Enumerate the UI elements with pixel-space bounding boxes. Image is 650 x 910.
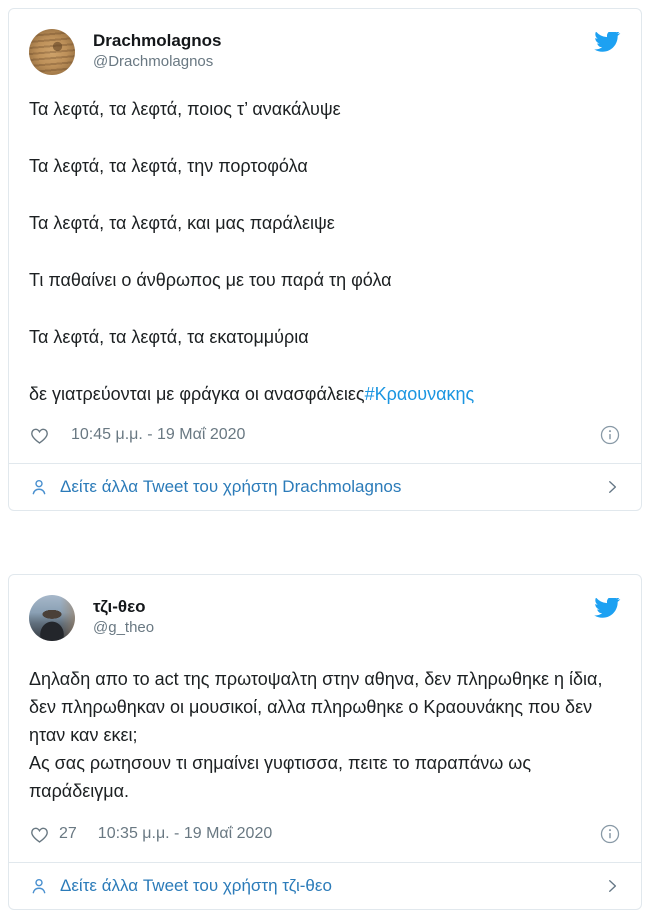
like-button[interactable] xyxy=(29,425,50,445)
heart-outline-icon xyxy=(29,425,50,445)
twitter-bird-svg xyxy=(593,598,621,621)
display-name[interactable]: Drachmolagnos xyxy=(93,31,222,50)
tweet-card-footer xyxy=(9,463,641,510)
tweet-card-body xyxy=(9,9,641,463)
hashtag-link[interactable]: #Κραουνακης xyxy=(364,384,475,404)
author-block xyxy=(93,29,221,72)
twitter-embed-list xyxy=(0,8,650,910)
tweet-text xyxy=(29,97,621,406)
like-count: 27 xyxy=(59,825,77,842)
twitter-bird-icon[interactable] xyxy=(593,32,621,60)
chevron-right-svg xyxy=(603,478,621,496)
chevron-right-icon[interactable] xyxy=(603,478,621,496)
person-outline-icon xyxy=(29,477,49,497)
avatar[interactable] xyxy=(29,29,75,75)
info-circle-icon xyxy=(599,823,621,845)
tweet-card-body xyxy=(9,575,641,862)
person-outline-icon xyxy=(29,876,49,896)
see-more-tweets-link[interactable] xyxy=(29,477,401,497)
see-more-tweets-link[interactable] xyxy=(29,876,332,896)
tweet-header xyxy=(29,575,621,641)
twitter-bird-svg xyxy=(593,32,621,55)
see-more-label: Δείτε άλλα Tweet του χρήστη Drachmolagnos xyxy=(60,477,402,496)
chevron-right-svg xyxy=(603,877,621,895)
tweet-line: Τα λεφτά, τα λεφτά, την πορτοφόλα xyxy=(29,156,308,176)
avatar[interactable] xyxy=(29,595,75,641)
like-button[interactable] xyxy=(29,824,50,844)
tweet-line: Δηλαδη απο το act της πρωτοψαλτη στην αθηνα, δεν πληρωθηκε η ίδια, δεν πληρωθηκαν οι μουσικοί, αλλα πληρωθηκε ο Κραουνάκης που δεν ηταν καν εκει; xyxy=(29,669,603,745)
tweet-line-with-hashtag xyxy=(29,382,621,406)
heart-outline-icon xyxy=(29,824,50,844)
tweet-card-footer xyxy=(9,862,641,909)
tweet-meta-row xyxy=(29,823,621,862)
tweet-meta-row xyxy=(29,424,621,463)
tweet-card-g-theo xyxy=(8,574,642,910)
info-button[interactable] xyxy=(599,424,621,446)
twitter-bird-icon[interactable] xyxy=(593,598,621,626)
timestamp-link[interactable]: 10:35 μ.μ. - 19 Μαΐ 2020 xyxy=(97,825,273,842)
tweet-line: Τι παθαίνει ο άνθρωπος με του παρά τη φόλα xyxy=(29,270,392,290)
tweet-text xyxy=(29,665,621,805)
user-handle[interactable]: @g_theo xyxy=(93,619,155,636)
tweet-line: Τα λεφτά, τα λεφτά, και μας παράλειψε xyxy=(29,213,335,233)
info-circle-icon xyxy=(599,424,621,446)
tweet-line: Τα λεφτά, τα λεφτά, τα εκατομμύρια xyxy=(29,327,309,347)
tweet-line: Ας σας ρωτησουν τι σημαίνει γυφτισσα, πειτε το παραπάνω ως παράδειγμα. xyxy=(29,753,532,801)
tweet-line: Τα λεφτά, τα λεφτά, ποιος τ’ ανακάλυψε xyxy=(29,99,341,119)
info-button[interactable] xyxy=(599,823,621,845)
display-name[interactable]: τζι-θεο xyxy=(93,597,146,616)
tweet-card-drachmolagnos xyxy=(8,8,642,511)
tweet-line-text: δε γιατρεύονται με φράγκα οι ανασφάλειες xyxy=(29,384,365,404)
author-block xyxy=(93,595,154,638)
user-handle[interactable]: @Drachmolagnos xyxy=(93,53,214,70)
timestamp-link[interactable]: 10:45 μ.μ. - 19 Μαΐ 2020 xyxy=(71,426,246,443)
chevron-right-icon[interactable] xyxy=(603,877,621,895)
tweet-header xyxy=(29,9,621,75)
see-more-label: Δείτε άλλα Tweet του χρήστη τζι-θεο xyxy=(60,876,332,895)
